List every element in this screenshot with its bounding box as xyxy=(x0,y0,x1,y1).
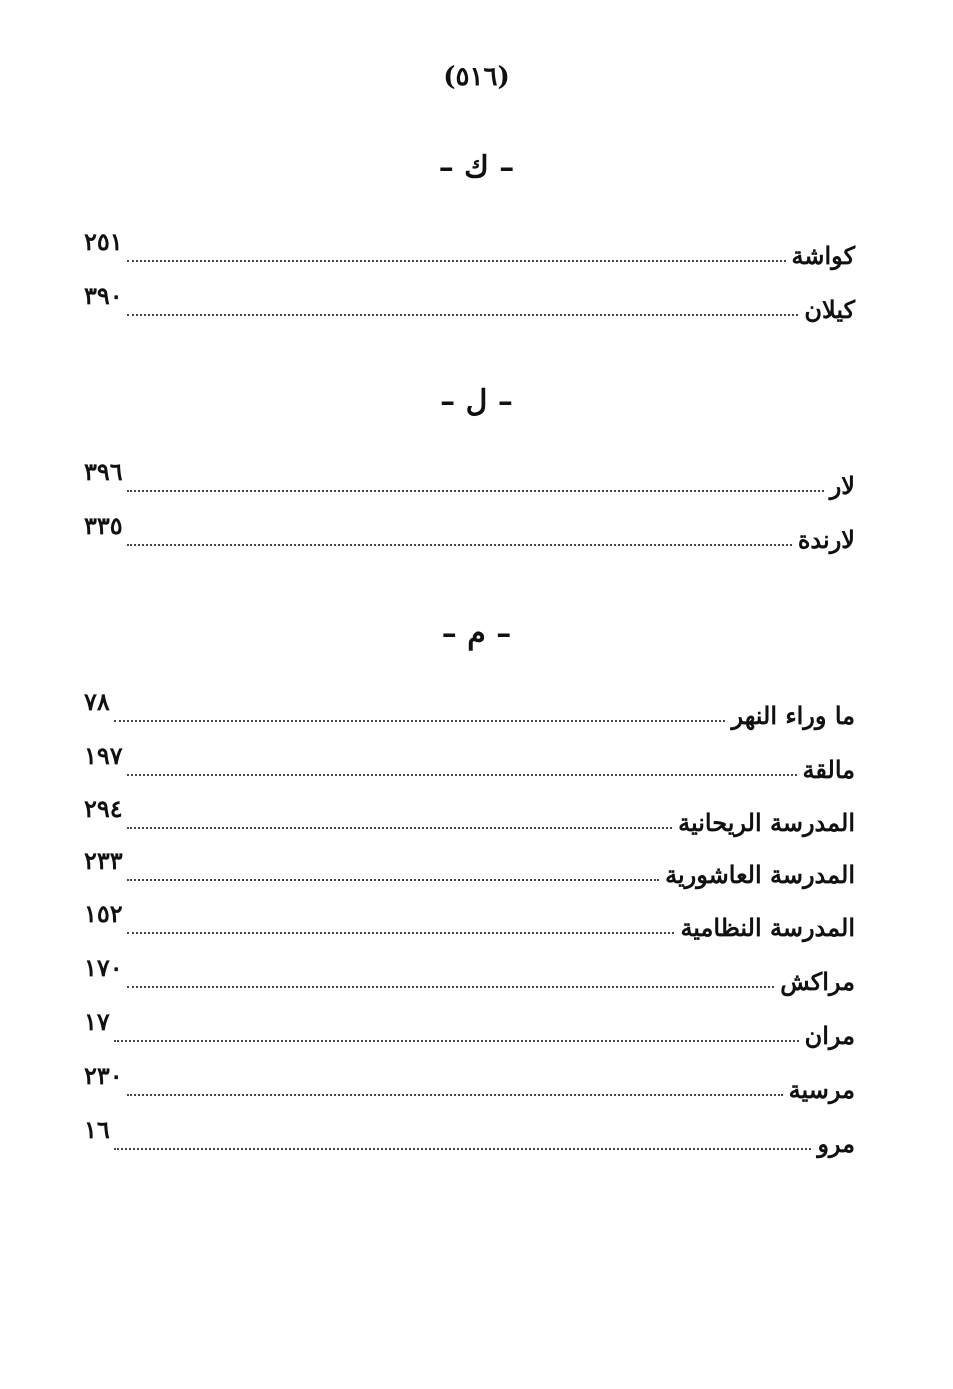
index-entry xyxy=(84,846,855,889)
dot-leader xyxy=(127,1093,783,1096)
section-heading-lam: – ل – xyxy=(440,384,513,419)
dot-leader xyxy=(127,313,799,316)
entry-name: المدرسة الريحانية xyxy=(678,808,855,837)
index-entry xyxy=(84,511,855,554)
dot-leader xyxy=(127,489,824,492)
dot-leader xyxy=(127,878,659,881)
entry-page: ٢٣٠ xyxy=(84,1061,123,1090)
entry-name: مالقة xyxy=(802,755,855,784)
entry-page: ٣٩٦ xyxy=(84,457,123,486)
section-heading-mim: – م – xyxy=(441,616,512,651)
index-entry xyxy=(84,953,855,996)
dot-leader xyxy=(127,931,675,934)
entry-name: ما وراء النهر xyxy=(731,701,855,730)
index-entry xyxy=(84,281,855,324)
entry-name: مران xyxy=(804,1021,855,1050)
dot-leader xyxy=(127,259,786,262)
dot-leader xyxy=(127,826,672,829)
entry-page: ١٩٧ xyxy=(84,741,123,770)
entry-name: كواشة xyxy=(791,241,855,270)
entry-page: ٣٣٥ xyxy=(84,511,123,540)
index-entry xyxy=(84,1115,855,1158)
dot-leader xyxy=(127,543,792,546)
index-entry xyxy=(84,687,855,730)
page-number: (٥١٦) xyxy=(443,62,510,92)
entry-name: مراكش xyxy=(780,967,855,996)
index-entry xyxy=(84,1061,855,1104)
entry-name: مرو xyxy=(817,1129,855,1158)
dot-leader xyxy=(114,719,726,722)
entry-page: ٧٨ xyxy=(84,687,110,716)
entry-name: كيلان xyxy=(804,295,855,324)
entry-name: مرسية xyxy=(788,1075,855,1104)
index-entry xyxy=(84,794,855,837)
entry-page: ٢٥١ xyxy=(84,227,123,256)
dot-leader xyxy=(114,1039,799,1042)
dot-leader xyxy=(114,1147,812,1150)
entry-page: ١٧ xyxy=(84,1007,110,1036)
entry-page: ١٥٢ xyxy=(84,899,123,928)
index-entry xyxy=(84,1007,855,1050)
dot-leader xyxy=(127,985,775,988)
index-entry xyxy=(84,457,855,500)
index-entry xyxy=(84,899,855,942)
entry-page: ١٦ xyxy=(84,1115,110,1144)
entry-name: لارندة xyxy=(797,525,855,554)
dot-leader xyxy=(127,773,797,776)
entry-page: ٢٩٤ xyxy=(84,794,123,823)
entry-name: المدرسة النظامية xyxy=(680,913,855,942)
entry-name: لار xyxy=(829,471,855,500)
index-entry xyxy=(84,741,855,784)
entry-page: ٢٣٣ xyxy=(84,846,123,875)
entry-name: المدرسة العاشورية xyxy=(665,860,855,889)
index-entry xyxy=(84,227,855,270)
entry-page: ١٧٠ xyxy=(84,953,123,982)
entry-page: ٣٩٠ xyxy=(84,281,123,310)
section-heading-kaf: – ك – xyxy=(438,150,515,185)
